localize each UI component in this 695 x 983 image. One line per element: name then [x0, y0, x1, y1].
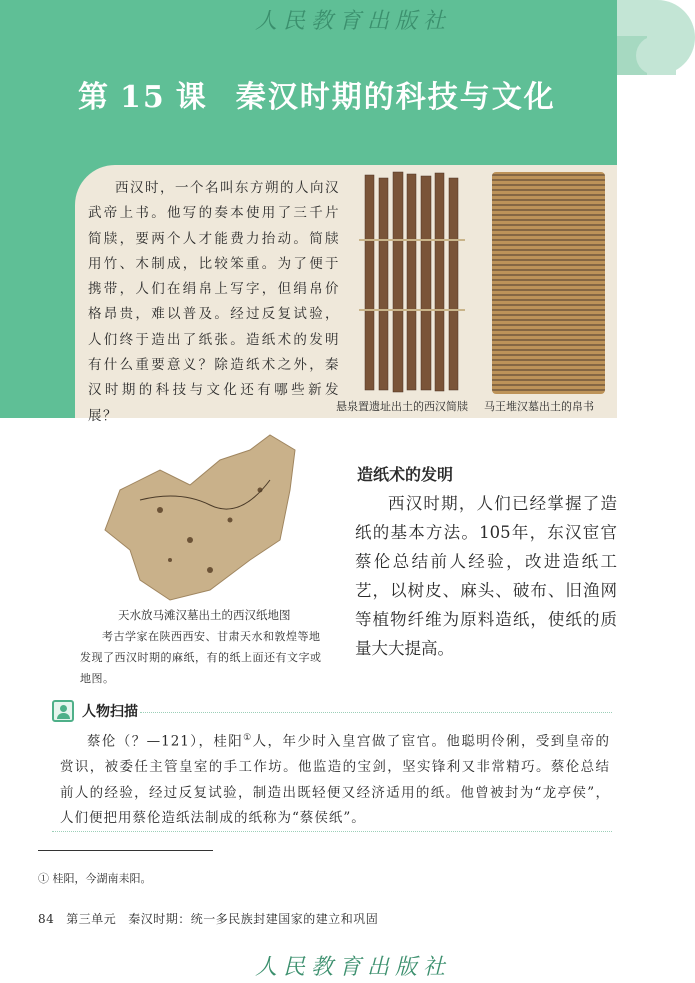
lesson-label-post: 课	[175, 80, 208, 115]
page-number: 84	[38, 912, 55, 926]
silk-manuscript-image	[492, 172, 605, 394]
intro-text: 西汉时，一个名叫东方朔的人向汉武帝上书。他写的奏本使用了三千片简牍，要两个人才能费力抬动。简牍用竹、木制成，比较笨重。为了便于携带，人们在绢帛上写字，但绢帛价格昂贵，难以普及。经过反复试验，人们终于造出了纸张。造纸术的发明有什么重要意义？除造纸术之外，秦汉时期的科技与文化还有哪些新发展？	[88, 180, 340, 424]
divider-dotted-bottom	[52, 831, 612, 832]
divider-dotted	[140, 712, 612, 713]
profile-text-rest: 人，年少时入皇宫做了宦官。他聪明伶俐，受到皇帝的赏识，被委任主管皇室的手工作坊。他监造的宝剑，坚实锋利又非常精巧。蔡伦总结前人的经验，经过反复试验，制造出既轻便又经济适用的纸。他曾被封为“龙亭侯”，人们便把用蔡伦造纸法制成的纸称为“蔡侯纸”。	[60, 733, 610, 826]
lesson-label: 第	[78, 80, 110, 115]
caption-slips: 悬泉置遗址出土的西汉简牍	[336, 400, 468, 413]
bamboo-slips-image	[357, 170, 467, 395]
footnote: ① 桂阳，今湖南耒阳。	[38, 872, 152, 885]
corner-decoration-curl	[636, 36, 676, 75]
map-caption: 天水放马滩汉墓出土的西汉纸地图	[118, 608, 291, 622]
footnote-mark: ①	[243, 733, 253, 743]
publisher-logo-bottom: 人民教育出版社	[255, 955, 452, 980]
lesson-title-text: 秦汉时期的科技与文化	[235, 80, 556, 115]
footnote-rule	[38, 850, 213, 851]
profile-heading: 人物扫描	[82, 704, 138, 720]
map-description: 考古学家在陕西西安、甘肃天水和敦煌等地发现了西汉时期的麻纸，有的纸上面还有文字或地图。	[80, 630, 322, 685]
person-icon	[52, 700, 74, 722]
lesson-number: 15	[120, 80, 166, 115]
page-footer	[38, 910, 378, 927]
profile-text	[60, 726, 610, 832]
profile-header	[52, 700, 138, 722]
unit-title: 秦汉时期：统一多民族封建国家的建立和巩固	[128, 912, 379, 926]
caption-silk: 马王堆汉墓出土的帛书	[484, 400, 594, 413]
unit-label: 第三单元	[66, 912, 117, 926]
paper-map-image	[100, 430, 300, 606]
publisher-logo-top: 人民教育出版社	[255, 9, 452, 34]
section-text: 西汉时期，人们已经掌握了造纸的基本方法。105年，东汉宦官蔡伦总结前人经验，改进造纸工艺，以树皮、麻头、破布、旧渔网等植物纤维为原料造纸，使纸的质量大大提高。	[355, 494, 617, 658]
section-heading: 造纸术的发明	[357, 465, 454, 484]
profile-text-start: 蔡伦（？—121），桂阳	[87, 733, 244, 750]
lesson-title	[78, 72, 556, 116]
